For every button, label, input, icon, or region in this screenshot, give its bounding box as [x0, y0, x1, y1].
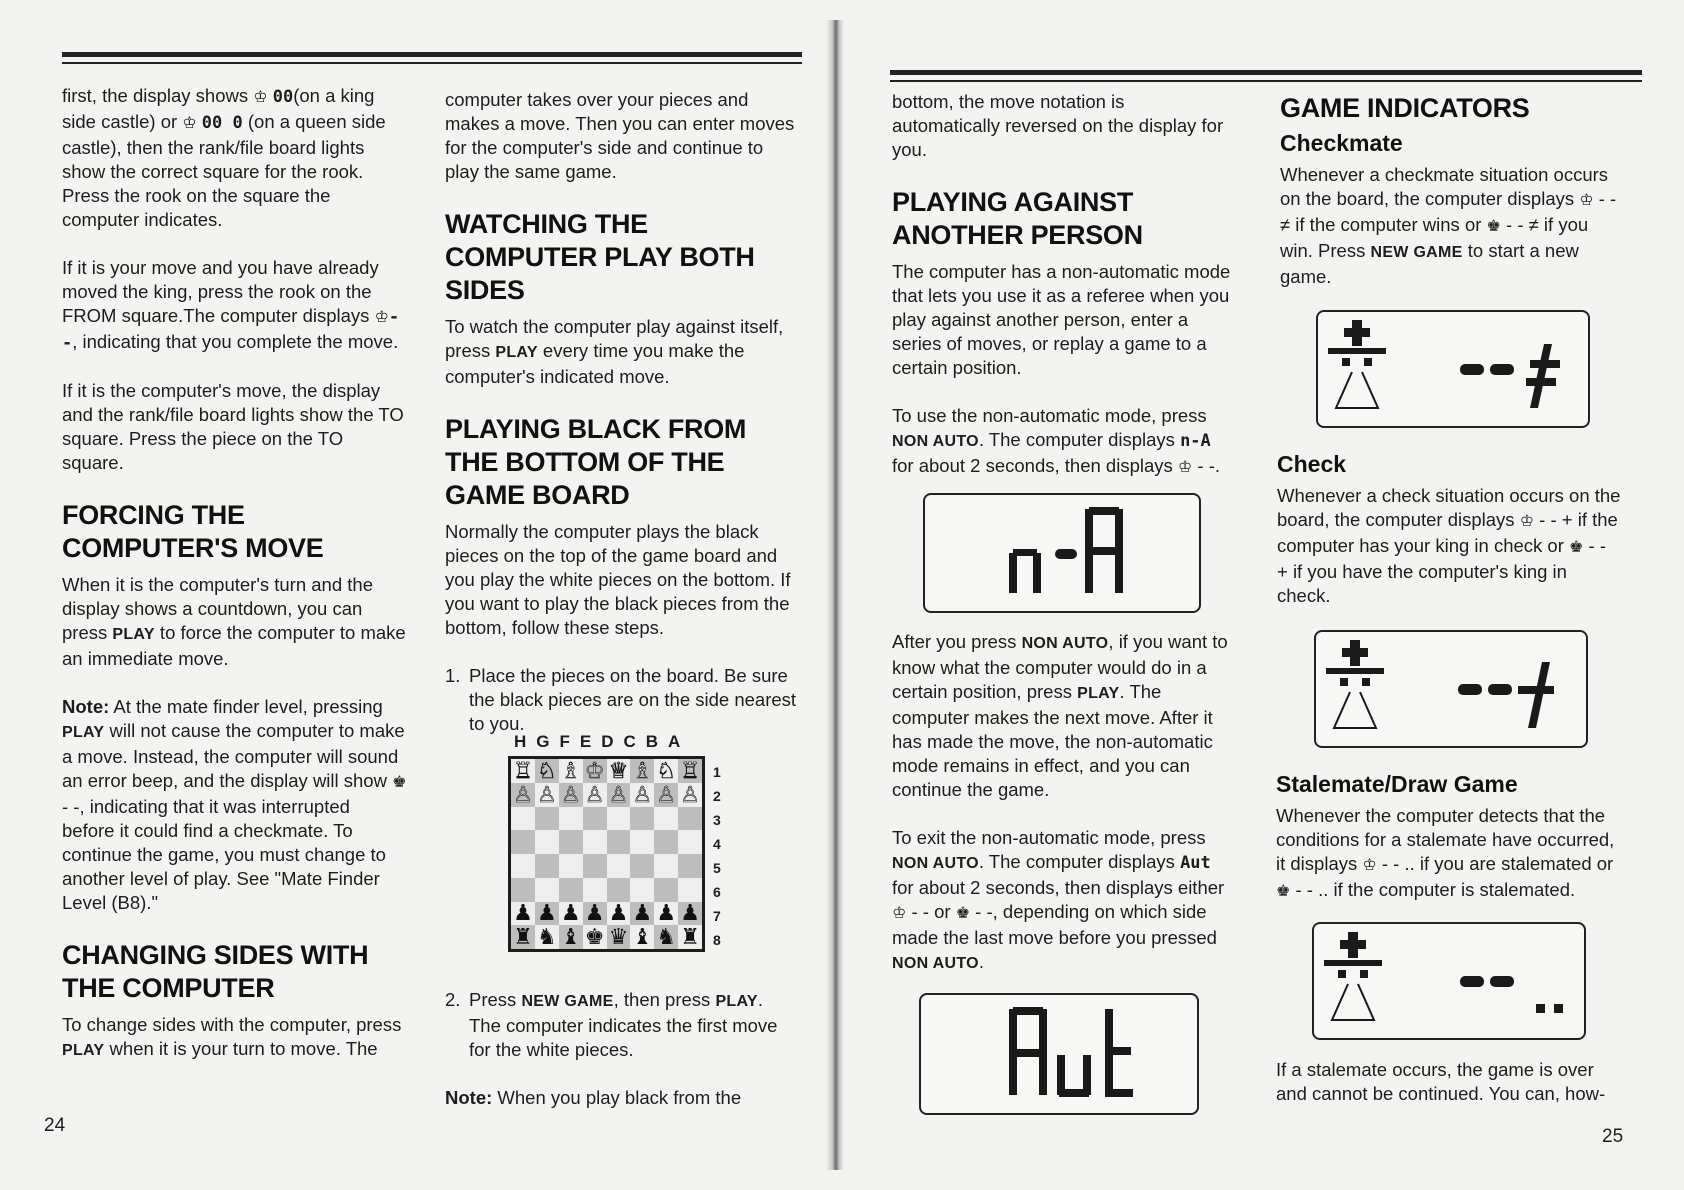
heading-checkmate: Checkmate [1280, 130, 1403, 156]
chess-piece-icon: ♔ [584, 757, 605, 783]
top-rule [890, 70, 1642, 75]
chess-piece-icon: ♕ [608, 757, 629, 783]
board-square [511, 878, 535, 902]
chess-piece-icon: ♜ [680, 924, 700, 950]
board-square [654, 925, 678, 949]
board-square [607, 759, 631, 783]
chess-piece-icon: ♞ [656, 924, 677, 950]
board-square [559, 759, 583, 783]
chess-piece-icon: ♟ [560, 900, 581, 926]
chess-piece-icon: ♝ [632, 924, 653, 950]
right-column-2-check [1277, 450, 1621, 632]
chess-piece-icon: ♘ [656, 757, 677, 783]
paragraph-use-non-auto: To use the non-automatic mode, press NON AUTO. The computer displays n-A for about 2 seconds, then displays ♔ - -. [892, 405, 1220, 476]
file-labels: HGFEDCBA [514, 732, 691, 751]
lcd-segments-check [1316, 632, 1586, 746]
board-square [678, 902, 702, 926]
paragraph-castle: first, the display shows ♔ 00(on a king side castle) or ♔ 00 0 (on a queen side castle), then the rank/file board lights show the correct square for the rook. Press the rook on the square the computer indicates. [62, 85, 386, 230]
chess-piece-icon: ♙ [584, 781, 605, 807]
heading-black-bottom: PLAYING BLACK FROM THE BOTTOM OF THE GAME BOARD [445, 414, 747, 510]
king-outline-icon: ♔ [892, 905, 907, 922]
board-square [630, 830, 654, 854]
king-outline-icon: ♔ [253, 89, 268, 106]
board-square [654, 783, 678, 807]
lcd-display-checkmate [1316, 310, 1590, 428]
paragraph-watch: To watch the computer play against itself, press PLAY every time you make the computer's indicated move. [445, 316, 784, 387]
paragraph-non-auto: The computer has a non-automatic mode that lets you use it as a referee when you play against another person, enter a series of moves, or replay a game to a certain position. [892, 261, 1231, 378]
board-square [630, 854, 654, 878]
board-square [535, 925, 559, 949]
board-square [583, 878, 607, 902]
rank-label: 5 [713, 860, 721, 876]
king-indicator-icon [1328, 320, 1386, 366]
right-column-2 [1280, 92, 1620, 313]
lcd-segments-aut [921, 995, 1197, 1113]
board-square [559, 807, 583, 831]
board-square [654, 854, 678, 878]
chess-piece-icon: ♙ [513, 781, 533, 807]
paragraph-normally: Normally the computer plays the black pieces on the top of the game board and you play the white pieces on the bottom. If you want to play the black pieces from the bottom, follow these steps. [445, 521, 791, 638]
left-column-2 [445, 88, 797, 760]
board-square [535, 759, 559, 783]
paragraph-stalemate: Whenever the computer detects that the conditions for a stalemate have occurred, it displays ♔ - - .. if you are stalemated or ♚ - - .. if the computer is stalemated. [1276, 805, 1615, 900]
chess-piece-icon: ♝ [560, 924, 581, 950]
board-square [607, 807, 631, 831]
paragraph-computer-move: If it is the computer's move, the display and the rank/file board lights show the TO square. Press the piece on the TO square. [62, 380, 404, 473]
page-number-right: 25 [1602, 1126, 1624, 1147]
king-solid-icon: ♚ [1276, 883, 1291, 900]
chess-piece-icon: ♟ [584, 900, 605, 926]
chess-piece-icon: ♖ [680, 757, 700, 783]
rank-label: 4 [713, 836, 721, 852]
king-outline-icon: ♔ [374, 309, 389, 326]
board-square [511, 830, 535, 854]
lcd-segments-n-a [925, 495, 1199, 611]
lcd-display-check [1314, 630, 1588, 748]
rank-label: 2 [713, 788, 721, 804]
board-square [535, 783, 559, 807]
board-square [630, 878, 654, 902]
king-outline-icon: ♔ [1579, 192, 1594, 209]
chess-piece-icon: ♙ [632, 781, 653, 807]
left-column-1 [62, 84, 407, 1087]
board-square [511, 902, 535, 926]
board-square [654, 759, 678, 783]
king-solid-icon: ♚ [1486, 218, 1501, 235]
rank-label: 3 [713, 812, 721, 828]
king-solid-icon: ♚ [955, 905, 971, 922]
king-outline-icon: ♔ [1519, 513, 1535, 530]
list-item-1: 1. Place the pieces on the board. Be sure the black pieces are on the side nearest to you. [445, 665, 797, 734]
chess-piece-icon: ♟ [513, 900, 533, 926]
board-square [583, 830, 607, 854]
chess-piece-icon: ♘ [536, 757, 557, 783]
heading-check: Check [1277, 451, 1347, 477]
heading-forcing: FORCING THE COMPUTER'S MOVE [62, 500, 324, 563]
paragraph-exit-non-auto: To exit the non-automatic mode, press NON AUTO. The computer displays Aut for about 2 seconds, then displays either ♔ - - or ♚ - -, depending on which side made the last move before you pressed NON AUTO. [892, 827, 1225, 972]
chess-piece-icon: ♞ [536, 924, 557, 950]
board-square [607, 902, 631, 926]
chess-piece-icon: ♙ [608, 781, 629, 807]
chess-piece-icon: ♗ [632, 757, 653, 783]
board-square [583, 925, 607, 949]
paragraph-note-black: Note: When you play black from the [445, 1087, 742, 1108]
board-square [535, 807, 559, 831]
page-number-left: 24 [44, 1115, 66, 1136]
board-square [559, 783, 583, 807]
rank-label: 7 [713, 908, 721, 924]
chess-piece-icon: ♙ [536, 781, 557, 807]
paragraph-checkmate: Whenever a checkmate situation occurs on the board, the computer displays ♔ - - ≠ if the computer wins or ♚ - - ≠ if you win. Press NEW GAME to start a new game. [1280, 164, 1617, 287]
board-square [511, 759, 535, 783]
paragraph-moved-king: If it is your move and you have already moved the king, press the rook on the FROM square.The computer displays ♔--, indicating that you complete the move. [62, 257, 400, 353]
heading-stalemate: Stalemate/Draw Game [1276, 771, 1518, 797]
paragraph-countdown: When it is the computer's turn and the display shows a countdown, you can press PLAY to force the computer to make an immediate move. [62, 574, 406, 669]
chess-piece-icon: ♟ [536, 900, 557, 926]
king-solid-icon: ♚ [1569, 539, 1584, 556]
board-square [630, 783, 654, 807]
board-square [559, 878, 583, 902]
chess-piece-icon: ♙ [560, 781, 581, 807]
right-column-1-mid [892, 630, 1232, 1000]
board-square [678, 854, 702, 878]
board-square [607, 878, 631, 902]
paragraph-check: Whenever a check situation occurs on the board, the computer displays ♔ - - + if the computer has your king in check or ♚ - - + if you have the computer's king in check. [1277, 485, 1621, 606]
board-square [678, 783, 702, 807]
board-square [511, 854, 535, 878]
right-column-2-end [1276, 1058, 1622, 1130]
chess-piece-icon: ♛ [608, 924, 629, 950]
heading-watching: WATCHING THE COMPUTER PLAY BOTH SIDES [445, 209, 755, 305]
chess-piece-icon: ♚ [584, 924, 605, 950]
board-square [511, 925, 535, 949]
paragraph-takes-over: computer takes over your pieces and makes a move. Then you can enter moves for the computer's side and continue to play the same game. [445, 89, 795, 182]
paragraph-after-non-auto: After you press NON AUTO, if you want to know what the computer would do in a certain position, press PLAY. The computer makes the next move. After it has made the move, the non-automatic mode remains in effect, and you can continue the game. [892, 631, 1228, 800]
paragraph-stalemate-over: If a stalemate occurs, the game is over and cannot be continued. You can, how- [1276, 1059, 1606, 1104]
board-square [535, 830, 559, 854]
left-column-2-lower [445, 988, 797, 1134]
heading-playing-against: PLAYING AGAINST ANOTHER PERSON [892, 187, 1143, 250]
board-square [583, 854, 607, 878]
board-square [583, 807, 607, 831]
lcd-display-stalemate [1312, 922, 1586, 1040]
board-square [630, 925, 654, 949]
king-outline-icon: ♔ [1362, 857, 1377, 874]
board-square [678, 830, 702, 854]
board-square [583, 902, 607, 926]
chess-piece-icon: ♙ [680, 781, 700, 807]
board-square [607, 925, 631, 949]
lcd-display-n-a [923, 493, 1201, 613]
heading-changing: CHANGING SIDES WITH THE COMPUTER [62, 940, 369, 1003]
chess-diagram [508, 732, 738, 957]
board-square [511, 807, 535, 831]
board-square [535, 878, 559, 902]
chess-piece-icon: ♖ [513, 757, 533, 783]
board-square [630, 807, 654, 831]
chess-piece-icon: ♟ [680, 900, 700, 926]
rank-label: 6 [713, 884, 721, 900]
chess-board [508, 756, 705, 952]
chess-piece-icon: ♜ [513, 924, 533, 950]
rank-label: 1 [713, 764, 721, 780]
rank-label: 8 [713, 932, 721, 948]
top-rule-thin [890, 80, 1642, 82]
chess-piece-icon: ♗ [560, 757, 581, 783]
chess-piece-icon: ♟ [608, 900, 629, 926]
paragraph-change-sides: To change sides with the computer, press PLAY when it is your turn to move. The [62, 1014, 402, 1059]
board-square [583, 759, 607, 783]
board-square [654, 807, 678, 831]
board-square [583, 783, 607, 807]
board-square [559, 925, 583, 949]
heading-game-indicators: GAME INDICATORS [1280, 93, 1530, 123]
list-item-2: 2. Press NEW GAME, then press PLAY. The computer indicates the first move for the white pieces. [445, 989, 778, 1060]
paragraph-reversed: bottom, the move notation is automatically reversed on the display for you. [892, 91, 1224, 160]
lcd-segments-stalemate [1314, 924, 1584, 1038]
board-square [535, 854, 559, 878]
board-square [678, 759, 702, 783]
top-rule [62, 52, 802, 57]
board-square [607, 830, 631, 854]
board-square [535, 902, 559, 926]
rank-labels [713, 760, 733, 952]
board-square [678, 925, 702, 949]
king-outline-icon: ♔ [1177, 459, 1193, 476]
board-square [678, 807, 702, 831]
board-square [630, 902, 654, 926]
board-square [511, 783, 535, 807]
king-indicator-icon [1324, 932, 1382, 978]
board-square [654, 878, 678, 902]
board-square [654, 830, 678, 854]
right-page [842, 0, 1684, 1190]
board-square [654, 902, 678, 926]
board-square [559, 902, 583, 926]
right-column-1 [892, 90, 1232, 504]
board-square [630, 759, 654, 783]
chess-piece-icon: ♙ [656, 781, 677, 807]
chess-piece-icon: ♟ [632, 900, 653, 926]
king-outline-icon: ♔ [182, 115, 197, 132]
paragraph-note-mate: Note: At the mate finder level, pressing PLAY will not cause the computer to make a move. Instead, the computer will sound an error beep, and the display will show ♚ - -, indicating that it was interrupted before it could find a checkmate. To continue the game, you must change to another level of play. See "Mate Finder Level (B8)." [62, 696, 407, 913]
board-square [607, 783, 631, 807]
top-rule-thin [62, 62, 802, 64]
board-square [607, 854, 631, 878]
lcd-segments-checkmate [1318, 312, 1588, 426]
king-indicator-icon [1326, 640, 1384, 686]
board-square [559, 830, 583, 854]
chess-piece-icon: ♟ [656, 900, 677, 926]
king-solid-icon: ♚ [392, 774, 407, 791]
board-square [678, 878, 702, 902]
board-square [559, 854, 583, 878]
right-column-2-stalemate [1276, 770, 1622, 928]
lcd-display-aut [919, 993, 1199, 1115]
